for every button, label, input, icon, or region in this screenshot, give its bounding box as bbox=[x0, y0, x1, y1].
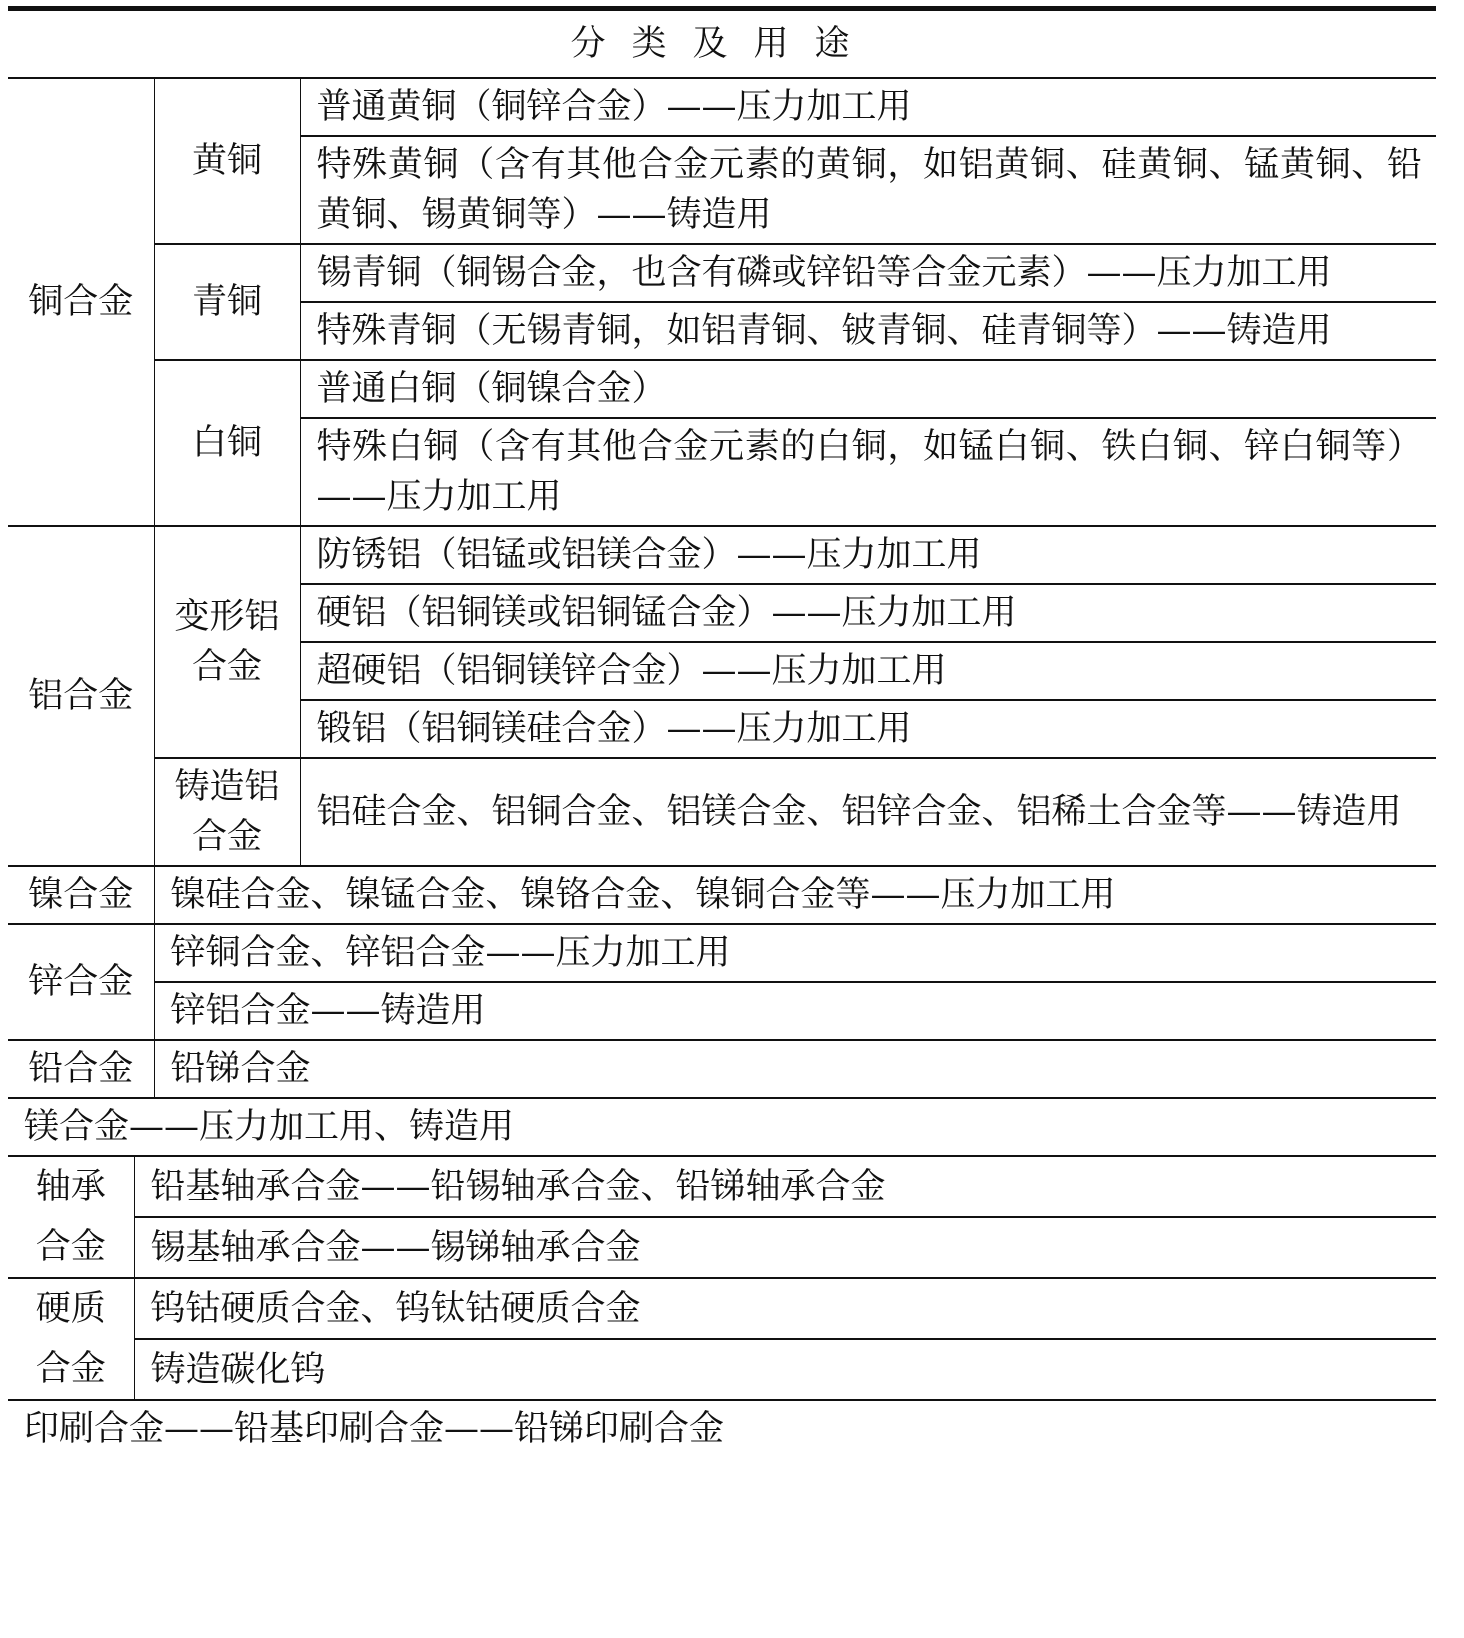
table-cell: 特殊青铜（无锡青铜，如铝青铜、铍青铜、硅青铜等）——铸造用 bbox=[300, 302, 1436, 360]
table-cell: 锡青铜（铜锡合金，也含有磷或锌铅等合金元素）——压力加工用 bbox=[300, 244, 1436, 302]
table-row bbox=[8, 1040, 1436, 1098]
table-row bbox=[8, 526, 1436, 584]
table-row bbox=[8, 1157, 1436, 1217]
subcategory-bronze: 青铜 bbox=[154, 244, 300, 360]
table-row bbox=[8, 758, 1436, 866]
category-aluminum: 铝合金 bbox=[8, 526, 154, 866]
table-row bbox=[8, 78, 1436, 136]
hard-block bbox=[8, 1278, 1436, 1400]
table-cell: 锡基轴承合金——锡锑轴承合金 bbox=[150, 1227, 641, 1268]
alloy-classification-table bbox=[8, 6, 1436, 1457]
category-nickel: 镍合金 bbox=[8, 866, 154, 924]
table-cell: 锻铝（铝铜镁硅合金）——压力加工用 bbox=[300, 700, 1436, 758]
category-hard: 硬质合金 bbox=[8, 1279, 134, 1399]
category-bearing: 轴承合金 bbox=[8, 1157, 134, 1277]
category-magnesium: 镁合金——压力加工用、铸造用 bbox=[8, 1098, 1436, 1156]
table-cell: 普通白铜（铜镍合金） bbox=[300, 360, 1436, 418]
table-row bbox=[8, 1098, 1436, 1156]
bearing-subtable bbox=[8, 1157, 1436, 1277]
table-cell: 超硬铝（铝铜镁锌合金）——压力加工用 bbox=[300, 642, 1436, 700]
table-cell: 特殊黄铜（含有其他合金元素的黄铜，如铝黄铜、硅黄铜、锰黄铜、铅黄铜、锡黄铜等）——铸造用 bbox=[300, 136, 1436, 244]
table-row bbox=[8, 866, 1436, 924]
bearing-block bbox=[8, 1156, 1436, 1278]
table-cell: 铝硅合金、铝铜合金、铝镁合金、铝锌合金、铝稀土合金等——铸造用 bbox=[300, 758, 1436, 866]
table-header: 分类及用途 bbox=[8, 9, 1436, 79]
table-cell: 铸造碳化钨 bbox=[150, 1349, 326, 1390]
category-lead: 铅合金 bbox=[8, 1040, 154, 1098]
hard-subtable bbox=[8, 1279, 1436, 1399]
table-row bbox=[8, 982, 1436, 1040]
category-printing: 印刷合金——铅基印刷合金——铅锑印刷合金 bbox=[24, 1409, 725, 1449]
table-row bbox=[8, 1217, 1436, 1277]
subcategory-wrought-aluminum: 变形铝合金 bbox=[154, 526, 300, 758]
table-cell: 钨钴硬质合金、钨钛钴硬质合金 bbox=[134, 1279, 1436, 1339]
table-cell: 普通黄铜（铜锌合金）——压力加工用 bbox=[300, 78, 1436, 136]
subcategory-cupronickel: 白铜 bbox=[154, 360, 300, 526]
table-cell: 特殊白铜（含有其他合金元素的白铜，如锰白铜、铁白铜、锌白铜等）——压力加工用 bbox=[300, 418, 1436, 526]
category-copper: 铜合金 bbox=[8, 78, 154, 526]
table-row bbox=[8, 924, 1436, 982]
subcategory-cast-aluminum: 铸造铝合金 bbox=[154, 758, 300, 866]
table-cell: 防锈铝（铝锰或铝镁合金）——压力加工用 bbox=[300, 526, 1436, 584]
table-cell: 铅锑合金 bbox=[154, 1040, 1436, 1098]
table-row bbox=[8, 1278, 1436, 1400]
table-cell: 镍硅合金、镍锰合金、镍铬合金、镍铜合金等——压力加工用 bbox=[154, 866, 1436, 924]
table-row bbox=[8, 1279, 1436, 1339]
table-cell: 锌铝合金——铸造用 bbox=[154, 982, 1436, 1040]
subcategory-brass: 黄铜 bbox=[154, 78, 300, 244]
table-cell: 锌铜合金、锌铝合金——压力加工用 bbox=[154, 924, 1436, 982]
table-row bbox=[8, 1339, 1436, 1399]
table-row bbox=[8, 244, 1436, 302]
header-row bbox=[8, 9, 1436, 79]
table-row bbox=[8, 1156, 1436, 1278]
category-zinc: 锌合金 bbox=[8, 924, 154, 1040]
table-row bbox=[8, 360, 1436, 418]
table-cell: 铅基轴承合金——铅锡轴承合金、铅锑轴承合金 bbox=[134, 1157, 1436, 1217]
table-row bbox=[8, 1400, 1436, 1457]
table-cell: 硬铝（铝铜镁或铝铜锰合金）——压力加工用 bbox=[300, 584, 1436, 642]
